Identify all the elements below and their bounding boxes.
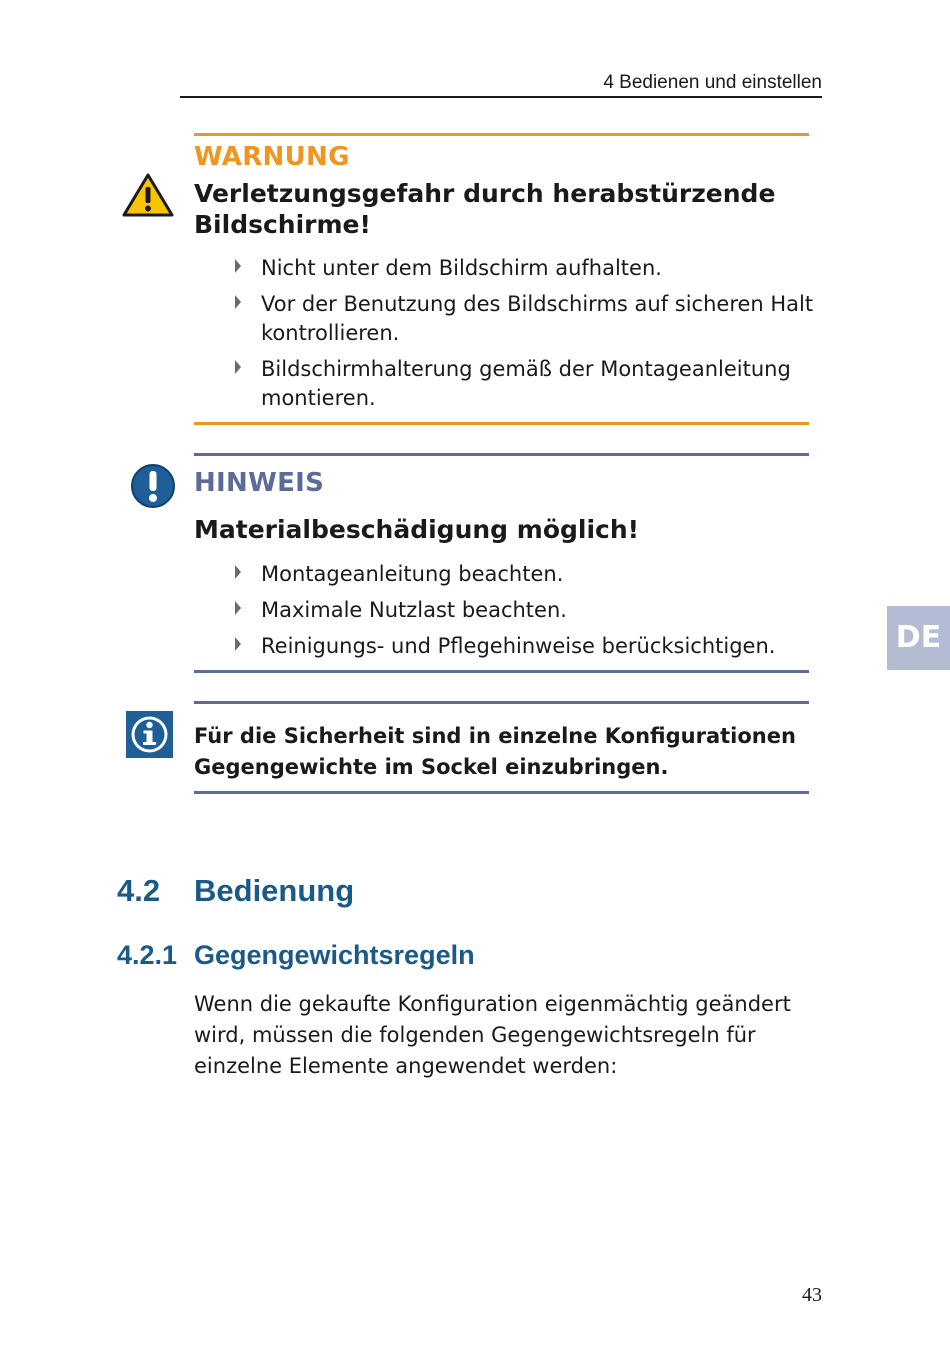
list-item <box>232 632 822 661</box>
warning-label: WARNUNG <box>194 142 350 172</box>
notice-item-text: Maximale Nutzlast beachten. <box>261 598 567 622</box>
bullet-triangle-icon <box>235 565 241 579</box>
info-icon <box>126 711 173 758</box>
subsection-title: Gegengewichtsregeln <box>194 940 475 970</box>
bullet-triangle-icon <box>235 295 241 309</box>
notice-bottom-rule <box>194 670 809 673</box>
warning-top-rule <box>194 133 809 136</box>
list-item <box>232 290 822 348</box>
warning-heading: Verletzungsgefahr durch herabstürzende Bildschirme! <box>194 179 776 239</box>
bullet-triangle-icon <box>235 601 241 615</box>
notice-top-rule <box>194 453 809 456</box>
body-paragraph: Wenn die gekaufte Konfiguration eigenmächtig geändert wird, müssen die folgenden Gegengewichtsregeln für einzelne Elemente angewendet werden: <box>194 992 791 1078</box>
bullet-triangle-icon <box>235 360 241 374</box>
info-text: Für die Sicherheit sind in einzelne Konfigurationen Gegengewichte im Sockel einzubringen. <box>194 724 796 779</box>
header-rule <box>180 96 822 98</box>
section-title: Bedienung <box>194 873 355 908</box>
notice-item-text: Montageanleitung beachten. <box>261 562 564 586</box>
notice-list <box>232 560 822 668</box>
warning-bottom-rule <box>194 422 809 425</box>
warning-item-text: Nicht unter dem Bildschirm aufhalten. <box>261 256 662 280</box>
page-number: 43 <box>802 1284 822 1306</box>
warning-list <box>232 254 822 420</box>
warning-item-text: Vor der Benutzung des Bildschirms auf sicheren Halt kontrollieren. <box>261 292 814 345</box>
info-bottom-rule <box>194 791 809 794</box>
language-tab: DE <box>887 606 950 670</box>
bullet-triangle-icon <box>235 259 241 273</box>
subsection-number: 4.2.1 <box>117 940 178 970</box>
section-number: 4.2 <box>117 873 161 908</box>
notice-heading: Materialbeschädigung möglich! <box>194 515 640 544</box>
info-top-rule <box>194 701 809 704</box>
list-item <box>232 254 822 283</box>
notice-item-text: Reinigungs- und Pflegehinweise berücksichtigen. <box>261 634 776 658</box>
exclamation-circle-icon <box>130 463 176 509</box>
list-item <box>232 560 822 589</box>
warning-triangle-icon <box>122 172 174 218</box>
notice-label: HINWEIS <box>194 468 325 498</box>
list-item <box>232 355 822 413</box>
bullet-triangle-icon <box>235 637 241 651</box>
warning-item-text: Bildschirmhalterung gemäß der Montageanleitung montieren. <box>261 357 791 410</box>
list-item <box>232 596 822 625</box>
running-header: 4 Bedienen und einstellen <box>603 72 822 93</box>
